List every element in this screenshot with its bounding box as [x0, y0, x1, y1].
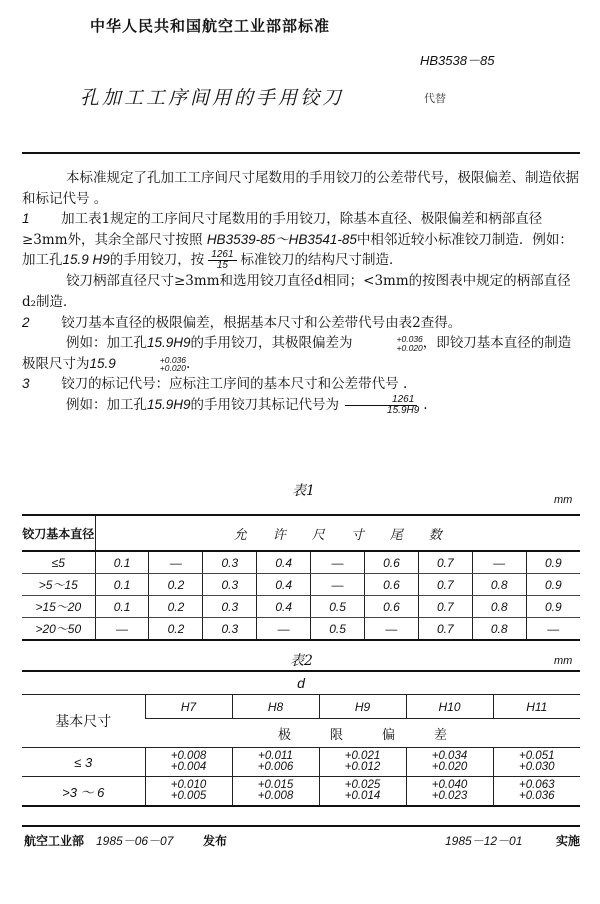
- table1-header-row: [22, 515, 580, 551]
- document-title: 孔加工工序间用的手用铰刀: [80, 87, 345, 109]
- marking-fraction: $\frac{1261}{15.9H9}$: [343, 395, 419, 416]
- clause-2-example: 例如：加工孔15.9H9的手用铰刀，其极限偏差为 +0.036 +0.020 ，即铰刀基本直径的制造极限尺寸为15.9 +0.036 +0.020 .: [22, 334, 572, 374]
- table2-caption: 表2: [290, 653, 313, 669]
- header-divider: [22, 152, 580, 154]
- clause-1-shank: 铰刀柄部直径尺寸≥3mm和选用铰刀直径d相同；<3mm的按图表中规定的柄部直径d₂制造．: [22, 273, 571, 310]
- table1-header-diameter: 铰刀基本直径: [22, 515, 95, 551]
- clause-1: 1 加工表1规定的工序间尺寸尾数用的手用铰刀，除基本直径、极限偏差和柄部直径≥3mm外，其余全部尺寸按照 HB3539-85～HB3541-85中相邻近较小标准铰刀制造．例如：加工孔15.9 H9的手用铰刀，按 $\frac{1261}{15}$ 标准铰刀的结构尺寸制造．: [22, 211, 573, 272]
- table-row: >3 ～ 6 +0.010 +0.005 +0.015 +0.008 +0.025 +0.014 +0.040 +0.023 +0.063 +0.036: [22, 777, 580, 807]
- diameter-symbol: d: [22, 671, 580, 695]
- standard-code: HB3538－85: [420, 53, 495, 68]
- table2-limit-deviations: [22, 670, 580, 807]
- footer-effective-label: 实施: [556, 834, 581, 848]
- standard-reference: HB3539-85～HB3541-85: [206, 231, 357, 247]
- clause-3-example: 例如：加工孔15.9H9的手用铰刀其标记代号为 $\frac{1261}{15.9H9}$ .: [66, 393, 428, 416]
- limit-deviation-stack: +0.036 +0.020: [159, 354, 187, 374]
- table1-caption: 表1: [292, 483, 315, 499]
- limit-deviation-header: 极 限 偏 差: [145, 719, 580, 748]
- table2-header-basic-size: 基本尺寸: [22, 695, 145, 748]
- table2-symbol-row: [22, 671, 580, 695]
- table-row: >20～50 — 0.2 0.3 — 0.5 — 0.7 0.8 —: [22, 618, 580, 641]
- reamer-fraction: $\frac{1261}{15}$: [208, 250, 236, 271]
- table2-unit: mm: [554, 655, 573, 667]
- table-row: ≤5 0.1 — 0.3 0.4 — 0.6 0.7 — 0.9: [22, 551, 580, 574]
- deviation-stack: +0.036 +0.020: [396, 334, 423, 353]
- table1-unit: mm: [554, 494, 573, 506]
- table1-allowed-size-endings: [22, 514, 580, 641]
- issuing-organization: 中华人民共和国航空工业部部标准: [90, 17, 331, 35]
- body-text: [22, 168, 582, 416]
- footer-effective-date: 1985－12－01: [445, 834, 523, 848]
- table2-grade-row: 基本尺寸 H7 H8 H9 H10 H11: [22, 695, 580, 719]
- table-row: ≤ 3 +0.008 +0.004 +0.011 +0.006 +0.021 +0.012 +0.034 +0.020 +0.051 +0.030: [22, 748, 580, 777]
- table-row: >5～15 0.1 0.2 0.3 0.4 — 0.6 0.7 0.8 0.9: [22, 574, 580, 596]
- table1-header-endings: 允 许 尺 寸 尾 数: [95, 515, 580, 551]
- footer-issue-label: 发布: [203, 834, 228, 848]
- table-row: >15～20 0.1 0.2 0.3 0.4 0.5 0.6 0.7 0.8 0.9: [22, 596, 580, 618]
- intro-paragraph: 本标准规定了孔加工工序间尺寸尾数用的手用铰刀的公差带代号，极限偏差、制造依据和标记代号 。: [22, 170, 579, 207]
- replaces-label: 代替: [424, 92, 446, 105]
- footer-issue-date: 1985－06－07: [96, 834, 174, 848]
- clause-3: 3 铰刀的标记代号：应标注工序间的基本尺寸和公差带代号 .: [22, 376, 408, 393]
- footer-divider: [22, 825, 580, 827]
- footer-issuer: 航空工业部: [24, 834, 85, 848]
- clause-2: 2 铰刀基本直径的极限偏差，根据基本尺寸和公差带代号由表2查得。: [22, 314, 462, 331]
